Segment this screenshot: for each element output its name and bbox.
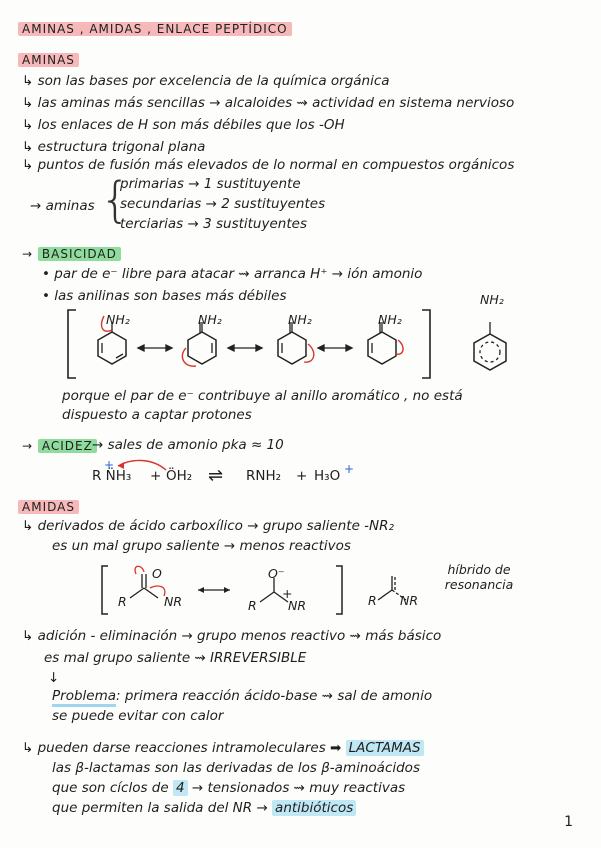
aminas-line-2: ↳ las aminas más sencillas → alcaloides ⇝ actividad en sistema nervioso [22,95,515,111]
amidas-heading: AMIDAS [18,500,79,514]
addition-line-1: ↳ adición - eliminación → grupo menos reactivo ⇝ más básico [22,628,442,644]
amide-resonance-diagram [98,560,358,620]
aniline-resonance-diagram [60,298,590,388]
amide-r-3: R [368,593,377,608]
problema-line-2: se puede evitar con calor [52,708,224,724]
intra-line-3: que son cíclos de 4 → tensionados ⇝ muy reactivas [52,780,406,796]
basicidad-heading: → BASICIDAD [22,247,121,261]
intra-line-1: ↳ pueden darse reacciones intramoleculares ➡ LACTAMAS [22,740,424,756]
aminas-class-prefix: → aminas [30,198,95,214]
aminas-class-2: secundarias → 2 sustituyentes [120,196,326,212]
aminas-heading: AMINAS [18,53,79,67]
aminas-line-4: ↳ estructura trigonal plana [22,139,206,155]
acidez-heading: → ACIDEZ [22,439,97,453]
nh2-label-2: NH₂ [198,312,222,327]
page-number: 1 [564,814,573,830]
aminas-line-1: ↳ son las bases por excelencia de la química orgánica [22,73,390,89]
amidas-line-2: es un mal grupo saliente → menos reactivos [52,538,351,554]
acid-product-2: H₃O [314,468,341,484]
red-arrow-icon [112,458,172,478]
acid-reactant: R N̈H₃ [92,468,132,484]
nh2-label-3: NH₂ [288,312,312,327]
acid-plus-2: + [296,468,308,484]
basicidad-line-1: • par de e⁻ libre para atacar ⇝ arranca H⁺ → ión amonio [42,266,423,282]
basicidad-explanation-1: porque el par de e⁻ contribuye al anillo aromático , no está [62,388,463,404]
aminas-class-3: terciarias → 3 sustituyentes [120,216,307,232]
page-title: AMINAS , AMIDAS , ENLACE PEPTÍDICO [18,22,292,36]
acidez-text: → sales de amonio pka ≈ 10 [92,437,284,453]
addition-line-2: es mal grupo saliente ⇝ IRREVERSIBLE [44,650,307,666]
acid-product-1: RNH₂ [246,468,282,484]
nh2-label-5: NH₂ [480,292,504,307]
amidas-line-1: ↳ derivados de ácido carboxílico → grupo saliente -NR₂ [22,518,394,534]
plus-charge-icon-2: + [104,458,115,472]
plus-charge-icon: + [344,462,355,476]
basicidad-explanation-2: dispuesto a captar protones [62,407,252,423]
amide-nr-2: NR [288,598,307,613]
nh2-label-4: NH₂ [378,312,402,327]
amide-plus: + [282,586,293,601]
intra-line-2: las β-lactamas son las derivadas de los β-aminoácidos [52,760,420,776]
amide-r-1: R [118,594,127,609]
equilibrium-arrow-icon: ⇌ [208,465,224,486]
resonance-hybrid-label: híbrido de resonancia [444,562,514,592]
amide-o-2: O⁻ [268,566,285,581]
problema-line: Problema: primera reacción ácido-base ⇝ sal de amonio [52,688,432,704]
aminas-class-1: primarias → 1 sustituyente [120,176,301,192]
basicidad-line-2: • las anilinas son bases más débiles [42,288,287,304]
brace-icon: { [100,172,131,228]
acid-plus-1: + [150,468,162,484]
amide-nr-1: NR [164,594,183,609]
intra-line-4: que permiten la salida del NR → antibióticos [52,800,356,816]
aminas-line-5: ↳ puntos de fusión más elevados de lo normal en compuestos orgánicos [22,157,515,173]
down-arrow-icon: ↓ [48,670,60,686]
amide-nr-3: NR [400,593,419,608]
amide-r-2: R [248,598,257,613]
acid-water: ÖH₂ [166,468,193,484]
nh2-label-1: NH₂ [106,312,130,327]
aminas-line-3: ↳ los enlaces de H son más débiles que los -OH [22,117,345,133]
amide-o-1: O [152,566,162,581]
